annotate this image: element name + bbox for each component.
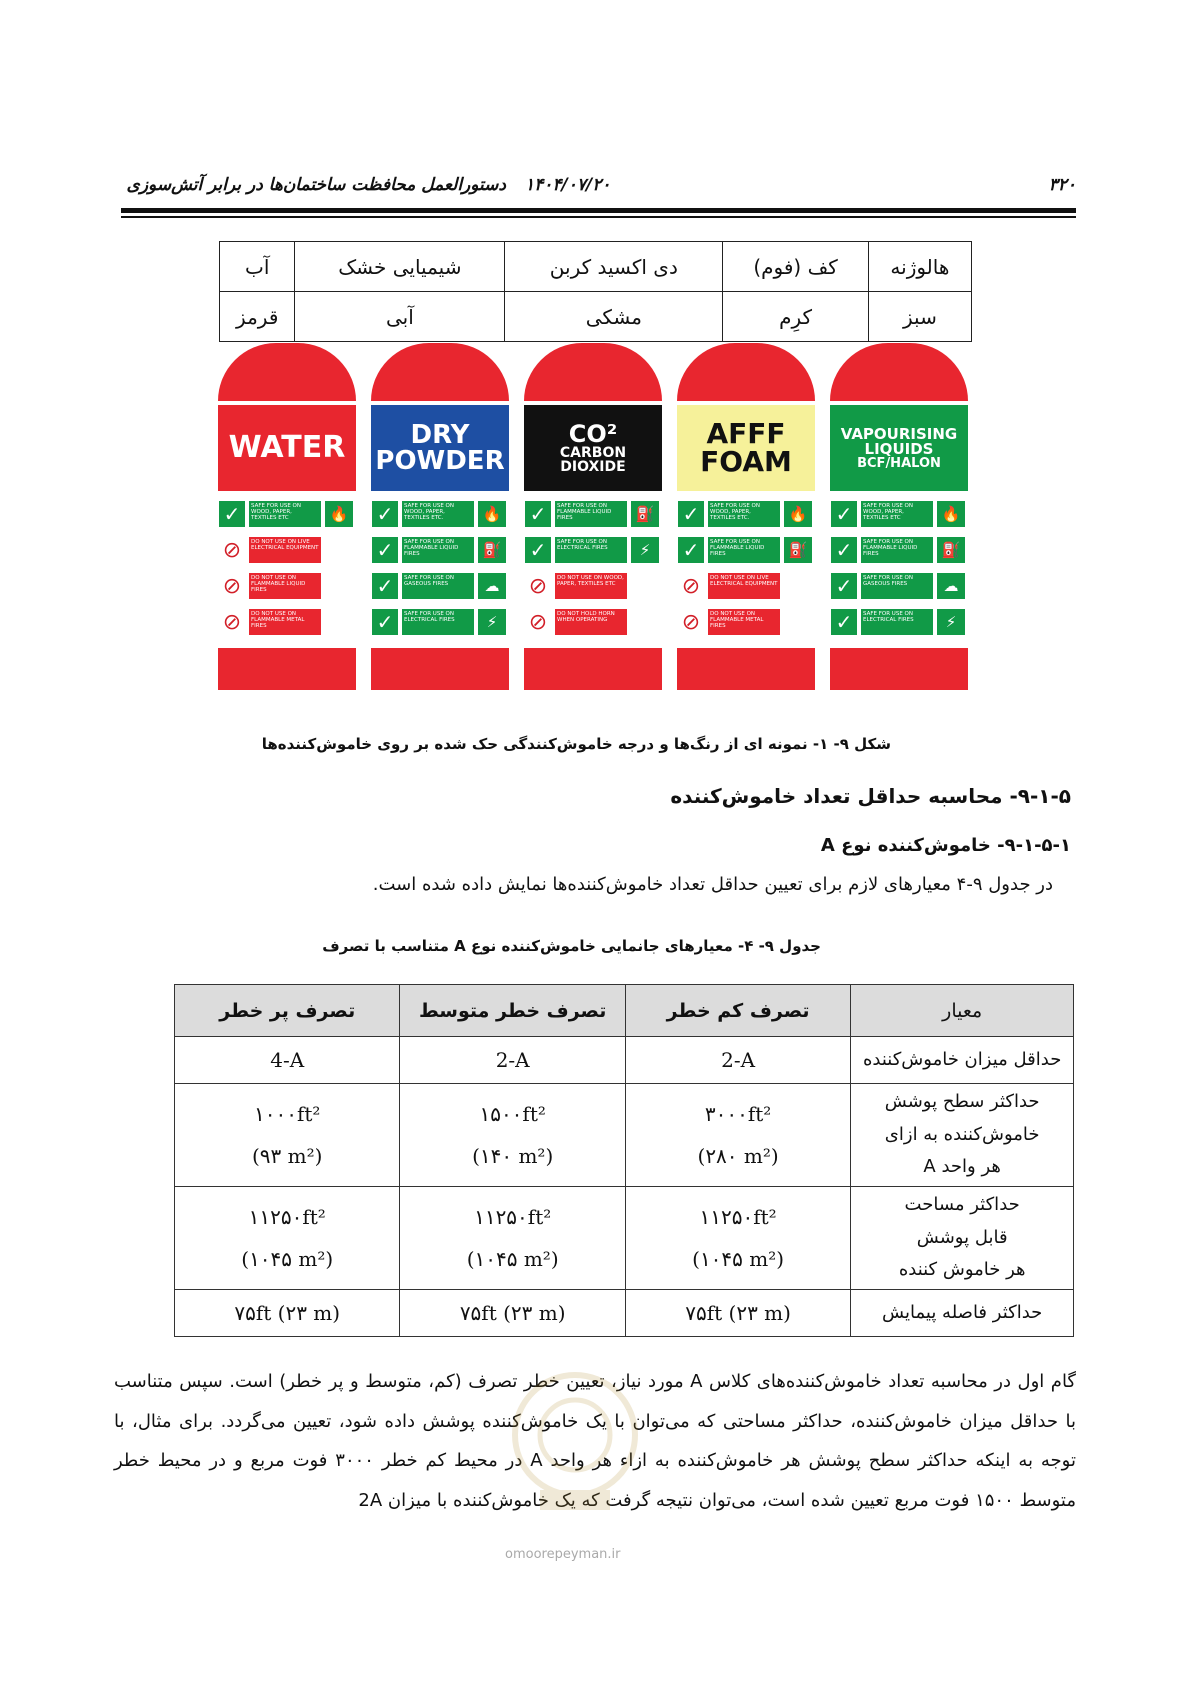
check-icon: ✓ — [831, 537, 857, 563]
usage-row — [218, 573, 356, 601]
color-table — [219, 241, 972, 342]
column-header: تصرف پر خطر — [175, 985, 400, 1037]
table-row — [175, 1084, 1074, 1187]
prohibited-icon: ⊘ — [219, 573, 245, 599]
type-label-line: AFFF — [706, 417, 786, 450]
value-line: ۷۵ft (۲۳ m) — [459, 1301, 566, 1325]
value-line: (۱۰۴۵ m²) — [466, 1247, 559, 1271]
criterion-line: حداکثر سطح پوشش — [884, 1091, 1040, 1113]
usage-row — [524, 501, 662, 529]
prohibited-icon: ⊘ — [678, 573, 704, 599]
extinguisher-label — [371, 343, 511, 693]
type-cell: آب — [220, 242, 295, 292]
table-row — [175, 1037, 1074, 1084]
usage-text: SAFE FOR USE ON GASEOUS FIRES — [402, 573, 474, 599]
value-line: ۱۱۲۵۰ft² — [699, 1205, 777, 1229]
value-line: (۱۴۰ m²) — [472, 1144, 554, 1168]
value-cell — [625, 1187, 850, 1290]
usage-row — [830, 501, 968, 529]
value-line: (۱۰۴۵ m²) — [241, 1247, 334, 1271]
electrical-icon: ⚡ — [631, 537, 659, 563]
class-b-icon: ⛽ — [631, 501, 659, 527]
check-icon: ✓ — [372, 501, 398, 527]
criterion-line: هر خاموش کننده — [898, 1259, 1026, 1281]
type-label-line: POWDER — [375, 446, 505, 476]
type-cell: کف (فوم) — [723, 242, 868, 292]
page-number: ۳۲۰ — [1048, 175, 1076, 195]
class-c-icon: ☁ — [937, 573, 965, 599]
header-rule-thin — [121, 216, 1076, 218]
extinguisher-type-label — [371, 405, 509, 491]
color-cell: مشکی — [505, 292, 723, 342]
type-label-line: BCF/HALON — [857, 455, 941, 471]
usage-row — [371, 537, 509, 565]
prohibited-icon: ⊘ — [219, 537, 245, 563]
type-label-line: DRY — [410, 420, 470, 450]
usage-text: SAFE FOR USE ON FLAMMABLE LIQUID FIRES — [861, 537, 933, 563]
electrical-icon: ⚡ — [937, 609, 965, 635]
color-cell: کرِم — [723, 292, 868, 342]
class-a-icon: 🔥 — [937, 501, 965, 527]
usage-text: SAFE FOR USE ON WOOD, PAPER, TEXTILES ETC. — [402, 501, 474, 527]
table-row — [175, 1187, 1074, 1290]
check-icon: ✓ — [831, 609, 857, 635]
usage-row — [218, 609, 356, 637]
type-cell: هالوژنه — [868, 242, 971, 292]
class-a-icon: 🔥 — [784, 501, 812, 527]
check-icon: ✓ — [678, 501, 704, 527]
column-header: تصرف خطر متوسط — [400, 985, 625, 1037]
usage-text: SAFE FOR USE ON WOOD, PAPER, TEXTILES ETC — [249, 501, 321, 527]
value-cell — [175, 1037, 400, 1084]
extinguisher-label — [524, 343, 664, 693]
electrical-icon: ⚡ — [478, 609, 506, 635]
column-header: معیار — [851, 985, 1074, 1037]
prohibited-icon: ⊘ — [678, 609, 704, 635]
extinguisher-top — [677, 343, 815, 401]
usage-text: DO NOT USE ON FLAMMABLE LIQUID FIRES — [249, 573, 321, 599]
extinguisher-bottom — [371, 648, 509, 690]
criterion-cell — [851, 1037, 1074, 1084]
extinguisher-bottom — [218, 648, 356, 690]
check-icon: ✓ — [831, 501, 857, 527]
extinguisher-label — [218, 343, 358, 693]
value-cell — [400, 1187, 625, 1290]
usage-text: SAFE FOR USE ON FLAMMABLE LIQUID FIRES — [555, 501, 627, 527]
usage-text: SAFE FOR USE ON ELECTRICAL FIRES — [555, 537, 627, 563]
value-line: ۱۰۰۰ft² — [254, 1102, 321, 1126]
criterion-line: خاموش‌کننده به ازای — [884, 1123, 1040, 1145]
type-label-line: VAPOURISING — [840, 424, 958, 443]
type-label-line: LIQUIDS — [864, 439, 934, 458]
color-cell: سبز — [868, 292, 971, 342]
usage-row — [677, 573, 815, 601]
usage-text: DO NOT HOLD HORN WHEN OPERATING — [555, 609, 627, 635]
extinguisher-type-label — [218, 405, 356, 491]
extinguisher-bottom — [830, 648, 968, 690]
value-cell — [625, 1037, 850, 1084]
usage-row — [677, 609, 815, 637]
value-line: 4-A — [270, 1048, 305, 1072]
type-label-line: CO² — [568, 420, 618, 448]
check-icon: ✓ — [678, 537, 704, 563]
value-cell — [175, 1084, 400, 1187]
extinguisher-bottom — [524, 648, 662, 690]
value-line: (۹۳ m²) — [252, 1144, 323, 1168]
table-caption: جدول ۹- ۴- معیارهای جانمایی خاموش‌کننده نوع A متناسب با تصرف — [322, 937, 821, 955]
type-label-line: CARBON — [559, 445, 627, 461]
color-cell: آبی — [295, 292, 505, 342]
criterion-line: حداکثر مساحت — [904, 1194, 1020, 1216]
figure-caption: شکل ۹- ۱- نمونه ای از رنگ‌ها و درجه خاموش‌کنندگی حک شده بر روی خاموش‌کننده‌ها — [261, 735, 891, 753]
criterion-line: حداقل میزان خاموش‌کننده — [863, 1049, 1062, 1071]
usage-text: DO NOT USE ON WOOD, PAPER, TEXTILES ETC — [555, 573, 627, 599]
extinguisher-type-label — [524, 405, 662, 491]
body-paragraph: گام اول در محاسبه تعداد خاموش‌کننده‌های کلاس A مورد نیاز، تعیین خطر تصرف (کم، متوسط و پر خطر) است. سپس متناسب با حداقل میزان خاموش‌کننده، حداکثر مساحتی که می‌توان با یک خاموش‌کننده پوشش داده شود، تعیین می‌گردد. برای مثال، با توجه به اینکه حداکثر سطح پوشش هر خاموش‌کننده به ازاء هر واحد A در محیط کم خطر ۳۰۰۰ فوت مربع و در محیط خطر متوسط ۱۵۰۰ فوت مربع تعیین شده است، می‌توان نتیجه گرفت که یک خاموش‌کننده با میزان 2A — [114, 1371, 1076, 1511]
usage-text: DO NOT USE ON LIVE ELECTRICAL EQUIPMENT — [708, 573, 780, 599]
check-icon: ✓ — [831, 573, 857, 599]
extinguisher-type-label — [677, 405, 815, 491]
usage-row — [371, 609, 509, 637]
table-row — [175, 1290, 1074, 1337]
value-cell — [175, 1187, 400, 1290]
extinguisher-label — [830, 343, 970, 693]
header-date: ۱۴۰۴/۰۷/۲۰ — [525, 175, 611, 195]
value-line: 2-A — [495, 1048, 530, 1072]
usage-text: SAFE FOR USE ON FLAMMABLE LIQUID FIRES — [402, 537, 474, 563]
usage-row — [830, 537, 968, 565]
class-c-icon: ☁ — [478, 573, 506, 599]
usage-text: DO NOT USE ON FLAMMABLE METAL FIRES — [249, 609, 321, 635]
usage-row — [524, 609, 662, 637]
criterion-cell — [851, 1187, 1074, 1290]
value-cell — [625, 1084, 850, 1187]
criterion-line: حداکثر فاصله پیمایش — [882, 1302, 1043, 1324]
class-b-icon: ⛽ — [937, 537, 965, 563]
value-line: ۱۵۰۰ft² — [479, 1102, 546, 1126]
value-line: ۱۱۲۵۰ft² — [474, 1205, 552, 1229]
class-a-icon: 🔥 — [325, 501, 353, 527]
subsection-heading: ۹-۱-۵-۱- خاموش‌کننده نوع A — [820, 835, 1071, 856]
type-label-line: FOAM — [700, 445, 792, 478]
color-table-types-row — [220, 242, 972, 292]
extinguisher-label — [677, 343, 817, 693]
extinguisher-top — [524, 343, 662, 401]
value-cell — [400, 1084, 625, 1187]
prohibited-icon: ⊘ — [219, 609, 245, 635]
header-title: دستورالعمل محافظت ساختمان‌ها در برابر آتش‌سوزی — [126, 175, 506, 195]
usage-row — [371, 501, 509, 529]
value-line: ۱۱۲۵۰ft² — [248, 1205, 326, 1229]
extinguisher-bottom — [677, 648, 815, 690]
watermark-url: omoorepeyman.ir — [505, 1547, 621, 1562]
criterion-line: قابل پوشش — [916, 1226, 1008, 1248]
header-rule-thick — [121, 208, 1076, 213]
value-line: (۱۰۴۵ m²) — [692, 1247, 785, 1271]
usage-row — [830, 573, 968, 601]
check-icon: ✓ — [372, 537, 398, 563]
value-cell — [400, 1290, 625, 1337]
value-cell — [175, 1290, 400, 1337]
check-icon: ✓ — [372, 609, 398, 635]
usage-text: DO NOT USE ON FLAMMABLE METAL FIRES — [708, 609, 780, 635]
class-b-icon: ⛽ — [478, 537, 506, 563]
value-cell — [400, 1037, 625, 1084]
criterion-cell — [851, 1290, 1074, 1337]
extinguisher-top — [218, 343, 356, 401]
type-label-line: DIOXIDE — [560, 459, 626, 475]
usage-text: SAFE FOR USE ON GASEOUS FIRES — [861, 573, 933, 599]
usage-text: SAFE FOR USE ON ELECTRICAL FIRES — [402, 609, 474, 635]
check-icon: ✓ — [219, 501, 245, 527]
usage-text: DO NOT USE ON LIVE ELECTRICAL EQUIPMENT — [249, 537, 321, 563]
usage-row — [371, 573, 509, 601]
usage-text: SAFE FOR USE ON ELECTRICAL FIRES — [861, 609, 933, 635]
usage-text: SAFE FOR USE ON WOOD, PAPER, TEXTILES ETC — [861, 501, 933, 527]
usage-row — [677, 501, 815, 529]
class-b-icon: ⛽ — [784, 537, 812, 563]
value-line: (۲۸۰ m²) — [697, 1144, 779, 1168]
criteria-table — [174, 984, 1074, 1337]
usage-row — [218, 501, 356, 529]
type-cell: دی اکسید کربن — [505, 242, 723, 292]
usage-row — [524, 573, 662, 601]
intro-paragraph: در جدول ۹-۴ معیارهای لازم برای تعیین حداقل تعداد خاموش‌کننده‌ها نمایش داده شده است. — [372, 874, 1053, 895]
usage-row — [218, 537, 356, 565]
section-heading: ۹-۱-۵- محاسبه حداقل تعداد خاموش‌کننده — [670, 784, 1071, 808]
extinguisher-labels-figure — [218, 343, 970, 721]
class-a-icon: 🔥 — [478, 501, 506, 527]
criterion-line: هر واحد A — [923, 1156, 1001, 1178]
extinguisher-type-label — [830, 405, 968, 491]
column-header: تصرف کم خطر — [625, 985, 850, 1037]
prohibited-icon: ⊘ — [525, 573, 551, 599]
extinguisher-top — [830, 343, 968, 401]
value-line: ۷۵ft (۲۳ m) — [234, 1301, 341, 1325]
criterion-cell — [851, 1084, 1074, 1187]
type-cell: شیمیایی خشک — [295, 242, 505, 292]
extinguisher-top — [371, 343, 509, 401]
usage-row — [677, 537, 815, 565]
value-line: 2-A — [721, 1048, 756, 1072]
color-cell: قرمز — [220, 292, 295, 342]
value-cell — [625, 1290, 850, 1337]
usage-row — [830, 609, 968, 637]
prohibited-icon: ⊘ — [525, 609, 551, 635]
color-table-colors-row — [220, 292, 972, 342]
value-line: ۳۰۰۰ft² — [704, 1102, 772, 1126]
usage-text: SAFE FOR USE ON FLAMMABLE LIQUID FIRES — [708, 537, 780, 563]
usage-row — [524, 537, 662, 565]
value-line: ۷۵ft (۲۳ m) — [685, 1301, 791, 1325]
check-icon: ✓ — [372, 573, 398, 599]
check-icon: ✓ — [525, 501, 551, 527]
table-header-row — [175, 985, 1074, 1037]
usage-text: SAFE FOR USE ON WOOD, PAPER, TEXTILES ETC. — [708, 501, 780, 527]
type-label-line: WATER — [228, 430, 346, 465]
check-icon: ✓ — [525, 537, 551, 563]
watermark-logo — [500, 1340, 650, 1540]
